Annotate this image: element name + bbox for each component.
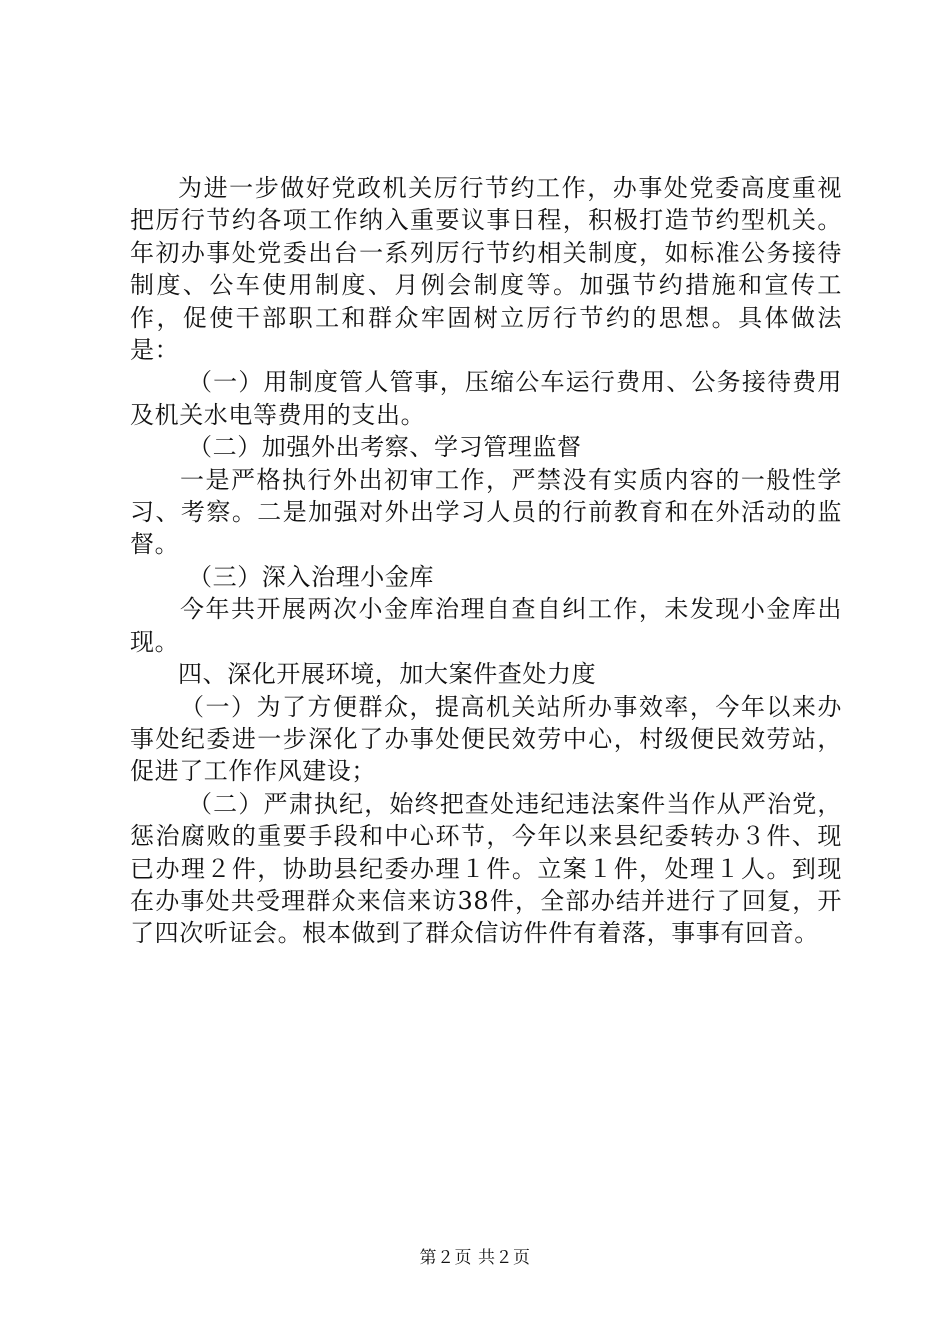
paragraph-heading-3: （三）深入治理小金库 [188, 562, 434, 591]
page-footer: 第２页 共２页 [419, 1248, 531, 1268]
paragraph-intro: 为进一步做好党政机关厉行节约工作，办事处党委高度重视把厉行节约各项工作纳入重要议事日程，积极打造节约型机关。年初办事处党委出台一系列厉行节约相关制度，如标准公务接待制度、公车使用制度、月例会制度等。加强节约措施和宣传工作，促使干部职工和群众牢固树立厉行节约的思想。具体做法是： [130, 174, 842, 365]
document-body [130, 172, 842, 950]
paragraph-heading-2: （二）加强外出考察、学习管理监督 [188, 433, 582, 462]
section-heading-4: 四、深化开展环境，加大案件查处力度 [178, 660, 597, 689]
paragraph-section-4-item-1: （一）为了方便群众，提高机关站所办事效率，今年以来办事处纪委进一步深化了办事处便民效劳中心，村级便民效劳站，促进了工作作风建设； [130, 692, 842, 786]
paragraph-item-2-body: 一是严格执行外出初审工作，严禁没有实质内容的一般性学习、考察。二是加强对外出学习人员的行前教育和在外活动的监督。 [130, 465, 842, 559]
paragraph-item-1: （一）用制度管人管事，压缩公车运行费用、公务接待费用及机关水电等费用的支出。 [130, 368, 842, 429]
paragraph-section-4-item-2: （二）严肃执纪，始终把查处违纪违法案件当作从严治党，惩治腐败的重要手段和中心环节，今年以来县纪委转办３件、现已办理２件，协助县纪委办理１件。立案１件，处理１人。到现在办事处共受理群众来信来访38件，全部办结并进行了回复，开了四次听证会。根本做到了群众信访件件有着落，事事有回音。 [130, 789, 842, 948]
paragraph-item-3-body: 今年共开展两次小金库治理自查自纠工作，未发现小金库出现。 [130, 595, 842, 656]
